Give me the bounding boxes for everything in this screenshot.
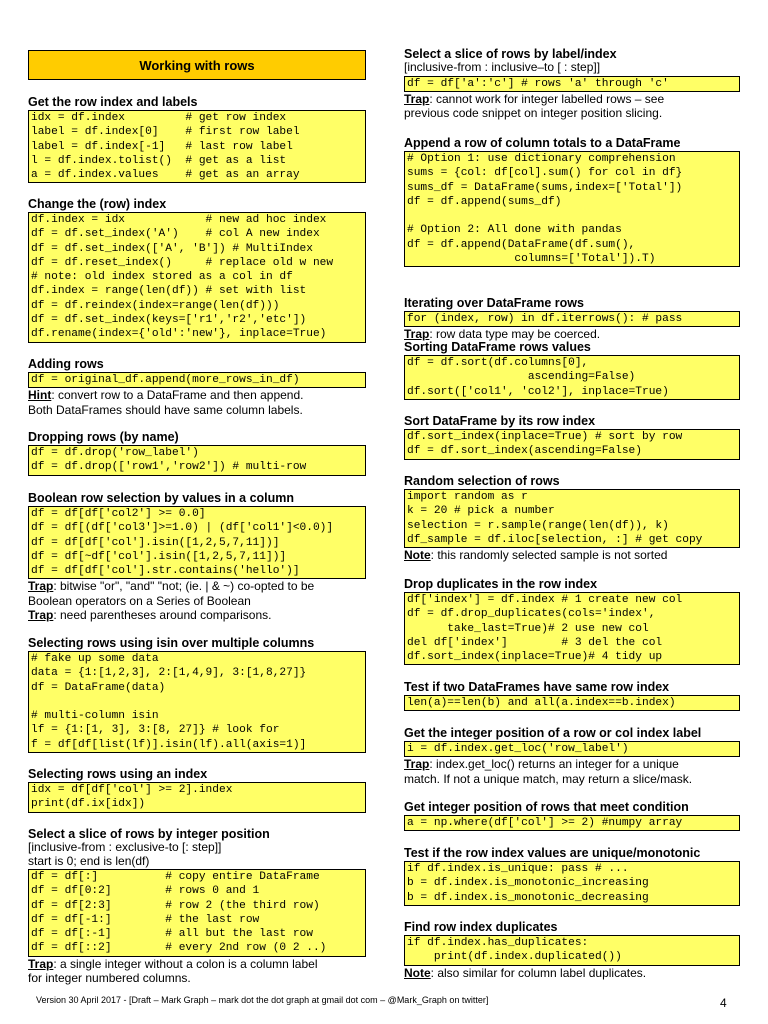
code-block: df = df[:] # copy entire DataFrame df = df[0:2] # rows 0 and 1 df = df[2:3] # row 2 (the third row) df = df[-1:] # the last row df = df[:-1] # all but the last row df = df[::2] # every 2nd row (0 2 ..): [28, 869, 366, 957]
note-text: : this randomly selected sample is not sorted: [430, 548, 668, 563]
note-keyword: Trap: [404, 91, 430, 106]
section-title: Iterating over DataFrame rows: [404, 296, 584, 310]
section-title: Test if the row index values are unique/monotonic: [404, 846, 701, 860]
note-keyword: Hint: [28, 388, 52, 403]
section-title: Get integer position of rows that meet condition: [404, 800, 689, 814]
cheat-section: [404, 726, 740, 786]
note-line: [28, 389, 366, 403]
cheat-section: [404, 800, 740, 831]
cheat-section: [28, 197, 366, 343]
cheat-section: [404, 296, 740, 342]
code-block: # fake up some data data = {1:[1,2,3], 2:[1,4,9], 3:[1,8,27]} df = DataFrame(data) # multi-column isin lf = {1:[1, 3], 3:[8, 27]} # look for f = df[df[list(lf)].isin(lf).all(axis=1)]: [28, 651, 366, 753]
code-block: df.index = idx # new ad hoc index df = df.set_index('A') # col A new index df = df.set_index(['A', 'B']) # MultiIndex df = df.reset_index() # replace old w new # note: old index stored as a col in df df.index = range(len(df)) # set with list df = df.reindex(index=range(len(df))) df = df.set_index(keys=['r1','r2','etc']) df.rename(index={'old':'new'}, inplace=True): [28, 212, 366, 343]
note-text: : index.get_loc() returns an integer for a unique: [429, 757, 679, 772]
note-line: [404, 549, 740, 563]
note-text: : convert row to a DataFrame and then append.: [51, 388, 304, 403]
code-block: a = np.where(df['col'] >= 2) #numpy array: [404, 815, 740, 831]
code-block: len(a)==len(b) and all(a.index==b.index): [404, 695, 740, 711]
section-title: Boolean row selection by values in a column: [28, 491, 295, 505]
note-line: [404, 773, 740, 787]
code-block: idx = df.index # get row index label = df.index[0] # first row label label = df.index[-1] # last row label l = df.index.tolist() # get as a list a = df.index.values # get as an array: [28, 110, 366, 183]
cheat-section: [28, 430, 366, 476]
note-text: Both DataFrames should have same column labels.: [28, 402, 303, 417]
note-keyword: Trap: [28, 608, 54, 623]
note-text: : also similar for column label duplicates.: [430, 965, 647, 980]
cheat-section: [404, 47, 740, 121]
note-keyword: Trap: [28, 956, 54, 971]
note-text: : row data type may be coerced.: [429, 327, 601, 342]
cheat-section: [28, 95, 366, 183]
code-block: df = df['a':'c'] # rows 'a' through 'c': [404, 76, 740, 92]
section-title: Test if two DataFrames have same row index: [404, 680, 670, 694]
note-line: [28, 958, 366, 972]
note-line: [404, 967, 740, 981]
note-keyword: Note: [404, 548, 431, 563]
note-text: previous code snippet on integer position slicing.: [404, 106, 663, 121]
note-text: : a single integer without a colon is a column label: [53, 956, 318, 971]
cheat-section: [28, 767, 366, 813]
cheat-section: [404, 414, 740, 460]
note-line: [404, 93, 740, 107]
note-line: [28, 404, 366, 418]
section-subtitle: [inclusive-from : inclusive–to [ : step]]: [404, 60, 601, 74]
code-block: df = df.sort(df.columns[0], ascending=False) df.sort(['col1', 'col2'], inplace=True): [404, 355, 740, 400]
note-line: [404, 758, 740, 772]
note-line: [28, 595, 366, 609]
note-keyword: Trap: [404, 757, 430, 772]
code-block: # Option 1: use dictionary comprehension sums = {col: df[col].sum() for col in df} sums_df = DataFrame(sums,index=['Total']) df = df.append(sums_df) # Option 2: All done with pandas df = df.append(DataFrame(df.sum(), columns=['Total']).T): [404, 151, 740, 267]
cheat-section: [28, 636, 366, 753]
section-title: Random selection of rows: [404, 474, 560, 488]
code-block: idx = df[df['col'] >= 2].index print(df.ix[idx]): [28, 782, 366, 813]
section-title: Append a row of column totals to a DataFrame: [404, 136, 681, 150]
note-keyword: Trap: [28, 579, 54, 594]
code-block: import random as r k = 20 # pick a number selection = r.sample(range(len(df)), k) df_sample = df.iloc[selection, :] # get copy: [404, 489, 740, 548]
cheat-section: [404, 846, 740, 906]
section-subtitle: start is 0; end is len(df): [28, 853, 150, 868]
section-title: Get the row index and labels: [28, 95, 198, 109]
note-line: [404, 107, 740, 121]
cheat-section: [404, 920, 740, 980]
note-text: : need parentheses around comparisons.: [53, 608, 272, 623]
section-title: Get the integer position of a row or col index label: [404, 726, 702, 740]
footer-text: Version 30 April 2017 - [Draft – Mark Graph – mark dot the dot graph at gmail dot com – @Mark_Graph on twitter]: [36, 995, 489, 1005]
section-title: Selecting rows using isin over multiple columns: [28, 636, 315, 650]
section-banner: Working with rows: [28, 50, 366, 80]
note-keyword: Note: [404, 965, 431, 980]
note-line: [28, 580, 366, 594]
code-block: df.sort_index(inplace=True) # sort by row df = df.sort_index(ascending=False): [404, 429, 740, 460]
note-text: for integer numbered columns.: [28, 971, 191, 986]
section-title: Selecting rows using an index: [28, 767, 208, 781]
note-keyword: Trap: [404, 327, 430, 342]
section-title: Sort DataFrame by its row index: [404, 414, 596, 428]
code-block: for (index, row) in df.iterrows(): # pass: [404, 311, 740, 327]
note-text: : bitwise "or", "and" "not; (ie. | & ~) co-opted to be: [53, 579, 315, 594]
section-title: Change the (row) index: [28, 197, 167, 211]
note-text: match. If not a unique match, may return a slice/mask.: [404, 771, 693, 786]
section-title: Adding rows: [28, 357, 104, 371]
note-text: : cannot work for integer labelled rows – see: [429, 91, 665, 106]
section-title: Dropping rows (by name): [28, 430, 179, 444]
page-number: 4: [720, 996, 727, 1010]
note-line: [28, 609, 366, 623]
note-text: Boolean operators on a Series of Boolean: [28, 593, 251, 608]
section-title: Sorting DataFrame rows values: [404, 340, 591, 354]
cheat-section: [404, 340, 740, 400]
code-block: i = df.index.get_loc('row_label'): [404, 741, 740, 757]
code-block: df = original_df.append(more_rows_in_df): [28, 372, 366, 388]
code-block: df = df[df['col2'] >= 0.0] df = df[(df['col3']>=1.0) | (df['col1']<0.0)] df = df[df['col'].isin([1,2,5,7,11])] df = df[~df['col'].isin([1,2,5,7,11])] df = df[df['col'].str.contains('hello')]: [28, 506, 366, 579]
cheat-section: [404, 474, 740, 563]
code-block: if df.index.has_duplicates: print(df.index.duplicated()): [404, 935, 740, 966]
cheat-section: [404, 577, 740, 665]
cheat-section: [404, 136, 740, 267]
note-line: [28, 972, 366, 986]
section-title: Drop duplicates in the row index: [404, 577, 598, 591]
code-block: df['index'] = df.index # 1 create new col df = df.drop_duplicates(cols='index', take_last=True)# 2 use new col del df['index'] # 3 del the col df.sort_index(inplace=True)# 4 tidy up: [404, 592, 740, 665]
section-title: Select a slice of rows by integer position: [28, 827, 270, 841]
section-subtitle: [inclusive-from : exclusive-to [: step]]: [28, 840, 222, 854]
cheat-section: [28, 491, 366, 623]
cheat-section: [404, 680, 740, 711]
section-title: Find row index duplicates: [404, 920, 558, 934]
cheat-section: [28, 357, 366, 417]
cheat-section: [28, 827, 366, 986]
code-block: df = df.drop('row_label') df = df.drop(['row1','row2']) # multi-row: [28, 445, 366, 476]
section-title: Select a slice of rows by label/index: [404, 47, 617, 61]
code-block: if df.index.is_unique: pass # ... b = df.index.is_monotonic_increasing b = df.index.is_monotonic_decreasing: [404, 861, 740, 906]
